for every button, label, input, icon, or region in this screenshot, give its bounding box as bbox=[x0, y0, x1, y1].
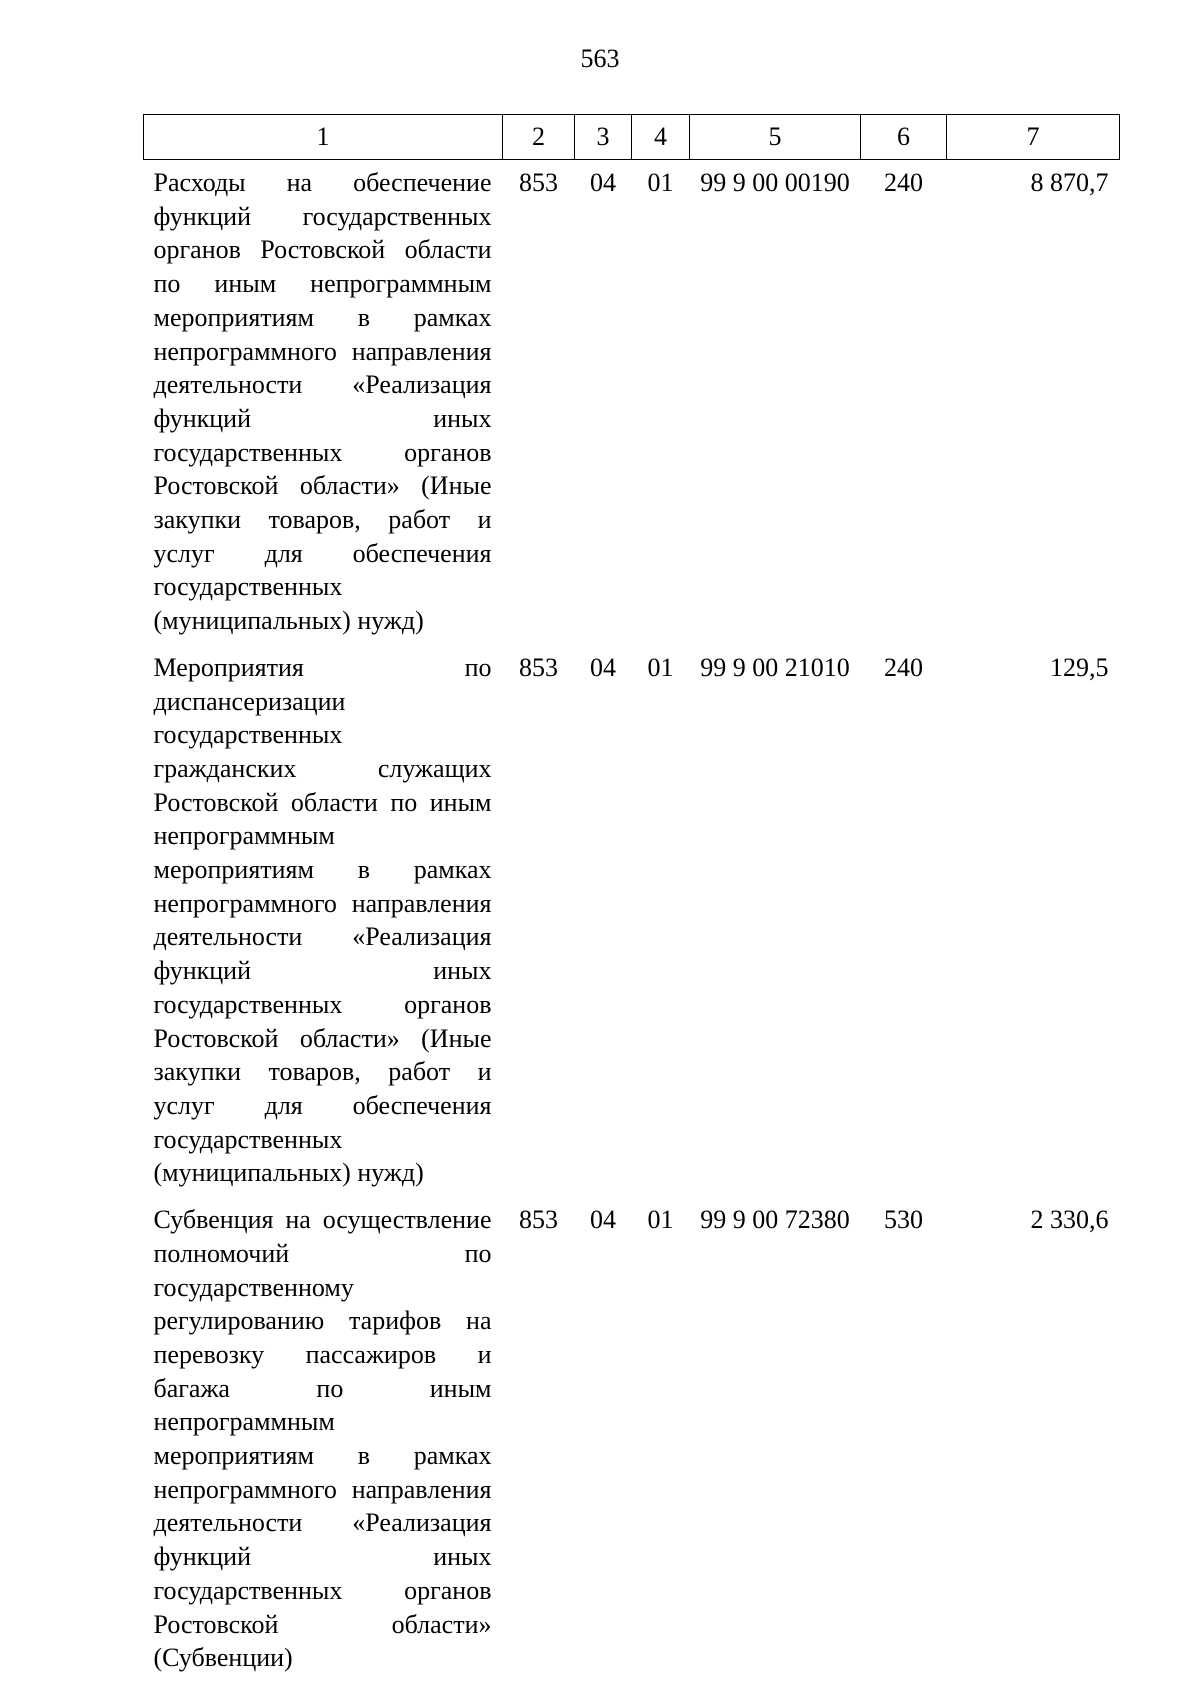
row-code-col6: 240 bbox=[884, 168, 923, 197]
table-header-row bbox=[144, 115, 1120, 160]
row-description: Субвенция на осуществление полномочий по государственному регулированию тарифов на перевозку пассажиров и багажа по иным непрограммным мероприятиям в рамках непрограммного направления деятельности «Реализация функций иных государственных органов Ростовской области» (Субвенции) bbox=[153, 1205, 492, 1673]
row-code-col3: 04 bbox=[590, 652, 616, 682]
row-code-col2: 853 bbox=[519, 168, 558, 197]
row-code-col4: 01 bbox=[647, 168, 674, 197]
table-row bbox=[144, 160, 1120, 645]
column-header: 7 bbox=[947, 115, 1120, 160]
column-header: 1 bbox=[144, 115, 503, 160]
row-code-col6: 240 bbox=[884, 652, 923, 682]
row-amount: 2 330,6 bbox=[1030, 1205, 1109, 1235]
column-header: 4 bbox=[632, 115, 690, 160]
row-code-col3: 04 bbox=[590, 1205, 616, 1235]
row-code-col2: 853 bbox=[519, 1205, 558, 1235]
row-code-col5: 99 9 00 00190 bbox=[700, 168, 850, 197]
table-row bbox=[144, 645, 1120, 1197]
row-code-col3: 04 bbox=[590, 168, 616, 197]
row-amount: 129,5 bbox=[1050, 652, 1109, 682]
row-code-col2: 853 bbox=[519, 652, 558, 682]
budget-table bbox=[143, 114, 1120, 1682]
row-description: Расходы на обеспечение функций государственных органов Ростовской области по иным непрограммным мероприятиям в рамках непрограммного направления деятельности «Реализация функций иных государственных органов Ростовской области» (Иные закупки товаров, работ и услуг для обеспечения государственных (муниципальных) нужд) bbox=[153, 168, 492, 636]
row-code-col4: 01 bbox=[647, 652, 674, 682]
row-code-col4: 01 bbox=[647, 1205, 674, 1235]
column-header: 3 bbox=[575, 115, 632, 160]
row-code-col5: 99 9 00 21010 bbox=[700, 652, 850, 682]
table-row bbox=[144, 1197, 1120, 1682]
row-code-col5: 99 9 00 72380 bbox=[700, 1205, 850, 1235]
column-header: 6 bbox=[861, 115, 947, 160]
row-code-col6: 530 bbox=[884, 1205, 923, 1235]
page-number: 563 bbox=[580, 44, 620, 73]
column-header: 5 bbox=[690, 115, 861, 160]
column-header: 2 bbox=[503, 115, 575, 160]
row-amount: 8 870,7 bbox=[1030, 168, 1109, 197]
row-description: Мероприятия по диспансеризации государственных гражданских служащих Ростовской области по иным непрограммным мероприятиям в рамках непрограммного направления деятельности «Реализация функций иных государственных органов Ростовской области» (Иные закупки товаров, работ и услуг для обеспечения государственных (муниципальных) нужд) bbox=[153, 652, 492, 1188]
